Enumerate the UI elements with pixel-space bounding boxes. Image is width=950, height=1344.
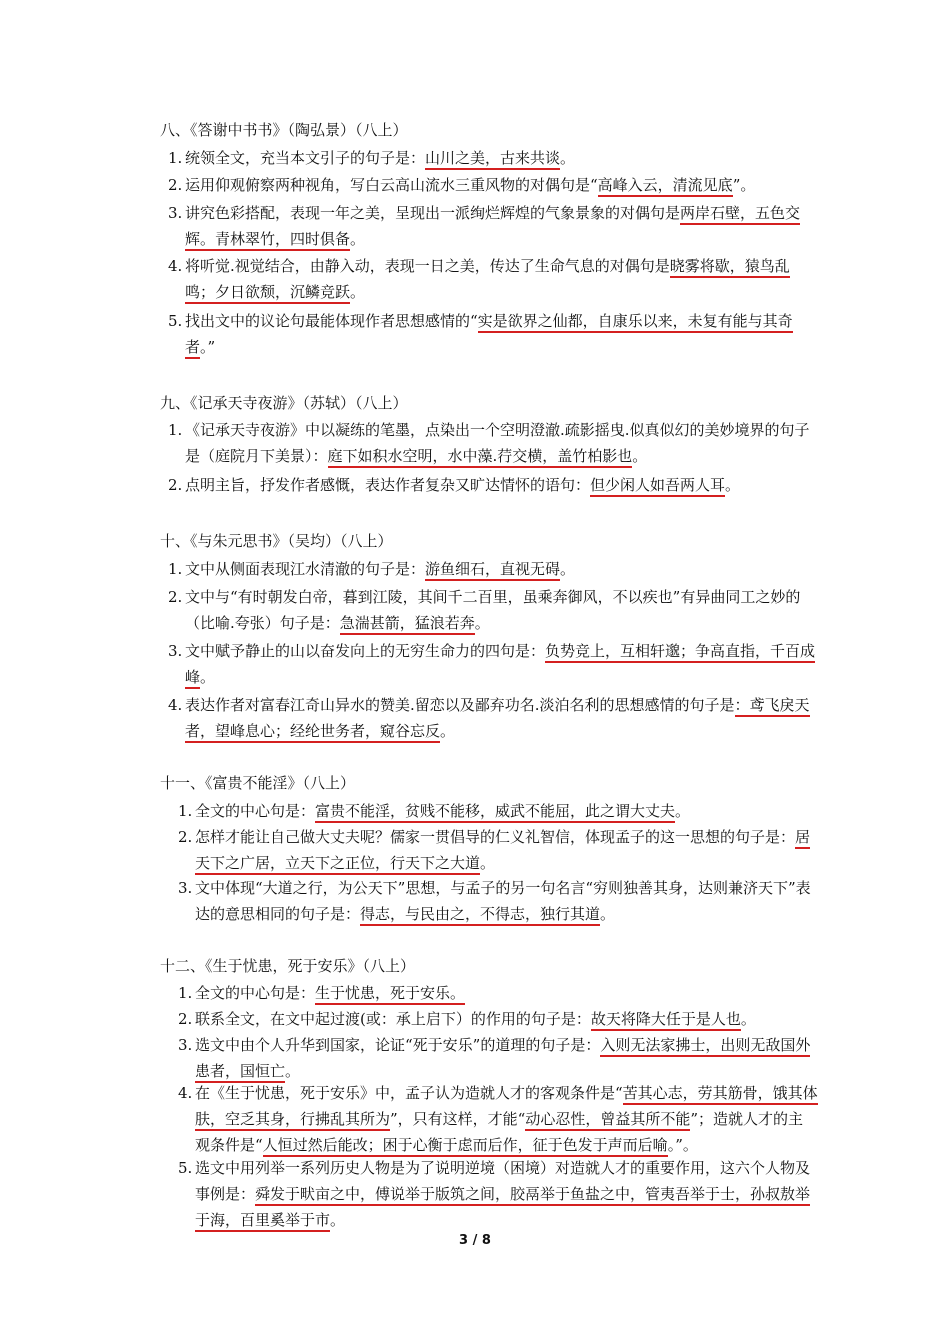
question-text: 文中与“有时朝发白帝，暮到江陵，其间千二百里，虽乘奔御风，不以疾也”有异曲同工之妙的（比喻.夸张）句子是： bbox=[185, 588, 801, 632]
question-text: 《记承天寺夜游》中以凝练的笔墨，点染出一个空明澄澈.疏影摇曳.似真似幻的美妙境界的句子是（庭院月下美景）： bbox=[185, 421, 810, 465]
question-text: 怎样才能让自己做大丈夫呢？儒家一贯倡导的仁义礼智信，体现孟子的这一思想的句子是： bbox=[195, 828, 796, 846]
page-number: 3 / 8 bbox=[459, 1233, 491, 1248]
list-item bbox=[168, 172, 828, 198]
list-item bbox=[178, 1155, 818, 1233]
punctuation: 。 bbox=[285, 1062, 301, 1080]
question-text: 文中赋予静止的山以奋发向上的无穷生命力的四句是： bbox=[185, 642, 546, 660]
list-item bbox=[178, 875, 818, 927]
question-text: 讲究色彩搭配，表现一年之美，呈现出一派绚烂辉煌的气象景象的对偶句是 bbox=[185, 204, 681, 222]
answer-text: 实是欲界之仙都，自康乐以来，未复有能与其奇者 bbox=[185, 312, 793, 359]
list-item bbox=[178, 824, 818, 876]
answer-text: 山川之美，古来共谈 bbox=[425, 149, 560, 170]
question-text: 将听觉.视觉结合，由静入动，表现一日之美，传达了生命气息的对偶句是 bbox=[185, 257, 670, 275]
item-number: 3. bbox=[168, 642, 183, 660]
answer-text: 高峰入云，清流见底 bbox=[598, 176, 733, 197]
punctuation-3: 。”。 bbox=[667, 1136, 698, 1154]
punctuation-2: ”；造就人才的主观条件是“ bbox=[195, 1110, 804, 1154]
punctuation: 。” bbox=[200, 338, 216, 356]
question-text: 运用仰观俯察两种视角，写白云高山流水三重风物的对偶句是“ bbox=[185, 176, 598, 194]
answer-text: 生于忧患，死于安乐。 bbox=[315, 984, 465, 1005]
question-text: 在《生于忧患，死于安乐》中，孟子认为造就人才的客观条件是“ bbox=[195, 1084, 623, 1102]
item-number: 1. bbox=[178, 984, 193, 1002]
punctuation: ”。 bbox=[732, 176, 756, 194]
item-number: 4. bbox=[168, 696, 183, 714]
item-number: 1. bbox=[168, 149, 183, 167]
question-text: 文中从侧面表现江水清澈的句子是： bbox=[185, 560, 426, 578]
list-item bbox=[168, 253, 818, 305]
answer-text: ：鸢飞戾天者，望峰息心；经纶世务者，窥谷忘反 bbox=[185, 696, 810, 743]
item-number: 5. bbox=[168, 312, 183, 330]
answer-text: 居天下之广居，立天下之正位，行天下之大道 bbox=[195, 828, 810, 875]
answer-text: 入则无法家拂士，出则无敌国外患者，国恒亡 bbox=[195, 1036, 810, 1083]
list-item bbox=[178, 1080, 818, 1158]
answer-text: 得志，与民由之，不得志，独行其道 bbox=[360, 905, 600, 926]
question-text: 找出文中的议论句最能体现作者思想感情的“ bbox=[185, 312, 478, 330]
item-number: 2. bbox=[178, 828, 193, 846]
item-number: 1. bbox=[168, 421, 183, 439]
item-number: 3. bbox=[178, 879, 193, 897]
punctuation: 。 bbox=[440, 722, 456, 740]
punctuation: 。 bbox=[330, 1211, 346, 1229]
question-text: 点明主旨，抒发作者感慨，表达作者复杂又旷达情怀的语句： bbox=[185, 476, 591, 494]
question-text: 联系全文，在文中起过渡(或：承上启下）的作用的句子是： bbox=[195, 1010, 591, 1028]
item-number: 4. bbox=[168, 257, 183, 275]
section-title: 九、《记承天寺夜游》（苏轼）（八上） bbox=[160, 394, 408, 412]
list-item bbox=[168, 584, 818, 636]
list-item bbox=[168, 692, 818, 744]
item-number: 1. bbox=[178, 802, 193, 820]
section-title: 十二、《生于忧患，死于安乐》（八上） bbox=[160, 957, 416, 975]
list-item bbox=[178, 1006, 818, 1032]
answer-text: 游鱼细石，直视无碍 bbox=[425, 560, 560, 581]
list-item bbox=[178, 980, 818, 1006]
answer-text: 但少闲人如吾两人耳 bbox=[590, 476, 725, 497]
answer-text: 富贵不能淫，贫贱不能移，威武不能屈，此之谓大丈夫 bbox=[315, 802, 675, 823]
answer-text: 故天将降大任于是人也 bbox=[591, 1010, 741, 1031]
item-number: 3. bbox=[168, 204, 183, 222]
answer-text: 急湍甚箭，猛浪若奔 bbox=[340, 614, 475, 635]
punctuation: 。 bbox=[675, 802, 691, 820]
punctuation: 。 bbox=[560, 560, 576, 578]
punctuation: 。 bbox=[474, 614, 490, 632]
question-text: 文中体现“大道之行，为公天下”思想，与孟子的另一句名言“穷则独善其身，达则兼济天下”表达的意思相同的句子是： bbox=[195, 879, 811, 923]
item-number: 2. bbox=[178, 1010, 193, 1028]
answer-text: 庭下如积水空明，水中藻.荇交横，盖竹柏影也 bbox=[328, 447, 633, 468]
question-text: 选文中由个人升华到国家，论证“死于安乐”的道理的句子是： bbox=[195, 1036, 601, 1054]
punctuation: 。 bbox=[740, 1010, 756, 1028]
question-text: 表达作者对富春江奇山异水的赞美.留恋以及鄙弃功名.淡泊名利的思想感情的句子是 bbox=[185, 696, 735, 714]
item-number: 5. bbox=[178, 1159, 193, 1177]
list-item bbox=[178, 1032, 818, 1084]
answer-text: 负势竞上，互相轩邈；争高直指，千百成峰 bbox=[185, 642, 815, 689]
question-text: 全文的中心句是： bbox=[195, 802, 316, 820]
answer-text-2: 动心忍性，曾益其所不能 bbox=[525, 1110, 690, 1131]
item-number: 3. bbox=[178, 1036, 193, 1054]
question-text: 全文的中心句是： bbox=[195, 984, 316, 1002]
answer-text: 舜发于畎亩之中，傅说举于版筑之间，胶鬲举于鱼盐之中，管夷吾举于士，孙叔敖举于海，百里奚举于市 bbox=[195, 1185, 810, 1232]
item-number: 2. bbox=[168, 176, 183, 194]
question-text: 选文中用列举一系列历史人物是为了说明逆境（困境）对造就人才的重要作用，这六个人物及事例是： bbox=[195, 1159, 811, 1203]
answer-text: 两岸石壁，五色交辉。青林翠竹，四时俱备 bbox=[185, 204, 800, 251]
item-number: 2. bbox=[168, 476, 183, 494]
question-text: 统领全文，充当本文引子的句子是： bbox=[185, 149, 426, 167]
item-number: 2. bbox=[168, 588, 183, 606]
punctuation: 。 bbox=[632, 447, 648, 465]
punctuation: 。 bbox=[725, 476, 741, 494]
list-item bbox=[168, 145, 818, 171]
punctuation: 。 bbox=[480, 854, 496, 872]
answer-text: 苦其心志，劳其筋骨，饿其体肤，空乏其身，行拂乱其所为 bbox=[195, 1084, 818, 1131]
answer-text: 晓雾将歇，猿鸟乱鸣；夕日欲颓，沉鳞竞跃 bbox=[185, 257, 790, 304]
item-number: 4. bbox=[178, 1084, 193, 1102]
punctuation: 。 bbox=[560, 149, 576, 167]
punctuation: 。 bbox=[350, 230, 366, 248]
list-item bbox=[168, 472, 828, 498]
punctuation: 。 bbox=[350, 283, 366, 301]
list-item bbox=[178, 798, 818, 824]
punctuation: 。 bbox=[200, 668, 216, 686]
item-number: 1. bbox=[168, 560, 183, 578]
list-item bbox=[168, 308, 818, 360]
answer-text-3: 人恒过然后能改；困于心衡于虑而后作，征于色发于声而后喻 bbox=[263, 1136, 668, 1157]
punctuation: 。 bbox=[600, 905, 616, 923]
list-item bbox=[168, 638, 818, 690]
punctuation: ”，只有这样，才能“ bbox=[390, 1110, 526, 1128]
section-title: 十一、《富贵不能淫》（八上） bbox=[160, 774, 356, 792]
section-title: 八、《答谢中书书》（陶弘景）（八上） bbox=[160, 121, 408, 139]
list-item bbox=[168, 417, 818, 469]
section-title: 十、《与朱元思书》（吴均）（八上） bbox=[160, 532, 393, 550]
list-item bbox=[168, 556, 818, 582]
list-item bbox=[168, 200, 818, 252]
